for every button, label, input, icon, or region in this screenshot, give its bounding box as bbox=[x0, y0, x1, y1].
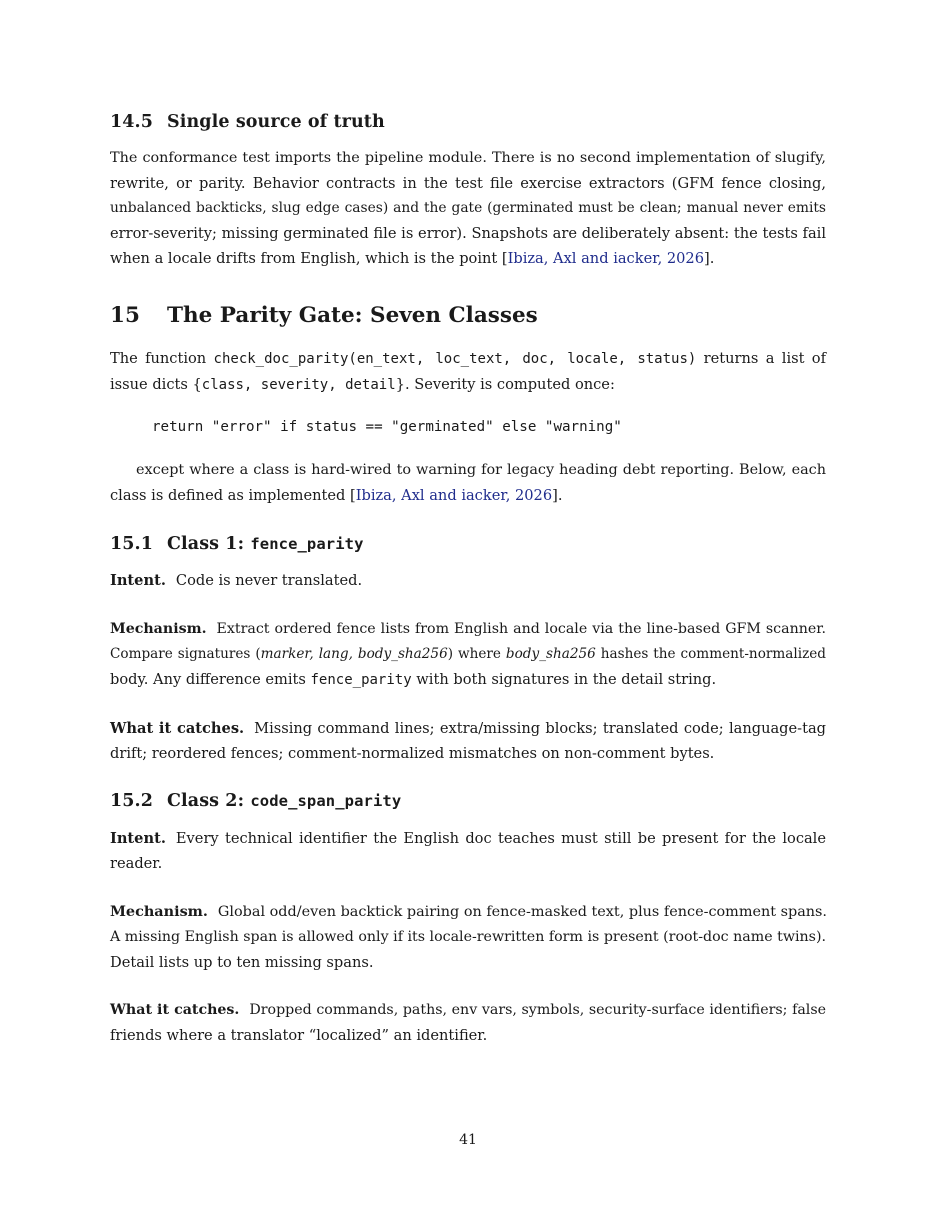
subsection-title-code: fence_parity bbox=[250, 535, 364, 553]
paragraph-15-2-intent bbox=[110, 826, 826, 876]
text-line bbox=[110, 998, 826, 1023]
text-line bbox=[110, 667, 826, 693]
paragraph-15-intro bbox=[110, 346, 826, 398]
text-line bbox=[110, 716, 826, 741]
code-block: return "error" if status == "germinated" else "warning" bbox=[152, 419, 622, 435]
subsection-title-code: code_span_parity bbox=[250, 792, 402, 810]
section-number: 15 bbox=[110, 303, 140, 328]
text-line bbox=[110, 617, 826, 642]
run-in-heading: What it catches. bbox=[110, 1002, 240, 1018]
text-fragment: Dropped commands, paths, env vars, symbols, security-surface identifiers; false bbox=[249, 1002, 827, 1018]
text-line bbox=[110, 568, 826, 593]
text-line: error-severity; missing germinated file is error). Snapshots are deliberately absent: the tests fail bbox=[110, 225, 826, 242]
math-variable: body_sha256 bbox=[505, 646, 596, 662]
inline-code: fence_parity bbox=[310, 672, 412, 688]
run-in-heading: Intent. bbox=[110, 830, 166, 847]
subsection-title: Class 1: bbox=[167, 534, 251, 554]
math-signature: marker, lang, body_sha256 bbox=[260, 646, 448, 662]
paragraph-15-2-catches bbox=[110, 998, 826, 1048]
text-line bbox=[110, 483, 826, 508]
run-in-heading: Mechanism. bbox=[110, 621, 207, 637]
section-title: The Parity Gate: Seven Classes bbox=[167, 303, 538, 328]
text-fragment: Compare signatures ( bbox=[110, 646, 261, 662]
text-line: Detail lists up to ten missing spans. bbox=[110, 954, 374, 971]
text-line: except where a class is hard-wired to warning for legacy heading debt reporting. Below, each bbox=[136, 462, 826, 478]
subsection-heading-15-2 bbox=[110, 791, 401, 811]
text-fragment: when a locale drifts from English, which is the point [ bbox=[110, 250, 508, 267]
text-fragment: issue dicts { bbox=[110, 376, 202, 393]
subsection-heading-15-1 bbox=[110, 534, 364, 554]
text-fragment: hashes the comment-normalized bbox=[595, 646, 826, 662]
paragraph-15-1-intent bbox=[110, 568, 826, 593]
text-fragment: body. Any difference emits bbox=[110, 671, 311, 688]
citation-link[interactable]: Ibiza, Axl and iacker, 2026 bbox=[507, 250, 705, 267]
text-fragment: ]. bbox=[552, 487, 563, 504]
text-fragment: class is defined as implemented [ bbox=[110, 487, 356, 504]
text-line: unbalanced backticks, slug edge cases) and the gate (germinated must be clean; manual never emits bbox=[110, 200, 826, 216]
paragraph-15-1-catches bbox=[110, 716, 826, 766]
text-line bbox=[110, 642, 826, 667]
text-fragment: }. Severity is computed once: bbox=[395, 376, 615, 393]
text-line: friends where a translator “localized” an identifier. bbox=[110, 1027, 488, 1044]
text-line: drift; reordered fences; comment-normalized mismatches on non-comment bytes. bbox=[110, 745, 715, 762]
text-line bbox=[110, 372, 826, 398]
text-fragment: ]. bbox=[704, 250, 715, 267]
inline-code: check_doc_parity(en_text, loc_text, doc, locale, status) bbox=[213, 351, 697, 367]
subsection-number: 14.5 bbox=[110, 112, 154, 132]
text-line: reader. bbox=[110, 855, 163, 872]
subsection-number: 15.1 bbox=[110, 534, 154, 554]
paragraph-15-1-mechanism bbox=[110, 617, 826, 693]
text-fragment: Code is never translated. bbox=[175, 572, 363, 589]
subsection-title: Single source of truth bbox=[167, 112, 385, 132]
run-in-heading: Intent. bbox=[110, 572, 166, 589]
text-fragment: with both signatures in the detail string. bbox=[411, 671, 717, 688]
section-heading-15 bbox=[110, 303, 538, 328]
subsection-title: Class 2: bbox=[167, 791, 251, 811]
inline-code: class, severity, detail bbox=[201, 377, 396, 393]
page-number: 41 bbox=[459, 1132, 477, 1148]
text-fragment: The function bbox=[110, 350, 214, 367]
run-in-heading: What it catches. bbox=[110, 720, 245, 737]
text-line bbox=[110, 826, 826, 851]
paragraph-15-2-mechanism bbox=[110, 899, 826, 975]
subsection-heading-14-5 bbox=[110, 112, 385, 132]
text-line: A missing English span is allowed only if its locale-rewritten form is present (root-doc name twins). bbox=[110, 929, 826, 945]
text-fragment: Extract ordered fence lists from English and locale via the line-based GFM scanner. bbox=[216, 621, 826, 637]
text-line: rewrite, or parity. Behavior contracts in the test file exercise extractors (GFM fence closing, bbox=[110, 175, 826, 192]
text-fragment: ) where bbox=[447, 646, 506, 662]
subsection-number: 15.2 bbox=[110, 791, 154, 811]
text-line bbox=[110, 346, 826, 372]
citation-link[interactable]: Ibiza, Axl and iacker, 2026 bbox=[355, 487, 553, 504]
run-in-heading: Mechanism. bbox=[110, 903, 208, 920]
text-fragment: Every technical identifier the English doc teaches must still be present for the locale bbox=[175, 830, 826, 847]
text-line bbox=[110, 246, 826, 271]
text-line bbox=[110, 899, 826, 925]
text-line: The conformance test imports the pipeline module. There is no second implementation of slugify, bbox=[110, 150, 826, 166]
text-fragment: returns a list of bbox=[696, 350, 826, 367]
paragraph-14-5 bbox=[110, 146, 826, 271]
text-fragment: Global odd/even backtick pairing on fence-masked text, plus fence-comment spans. bbox=[217, 904, 828, 920]
paragraph-15-after-code bbox=[110, 458, 826, 508]
text-fragment: Missing command lines; extra/missing blocks; translated code; language-tag bbox=[254, 720, 826, 737]
